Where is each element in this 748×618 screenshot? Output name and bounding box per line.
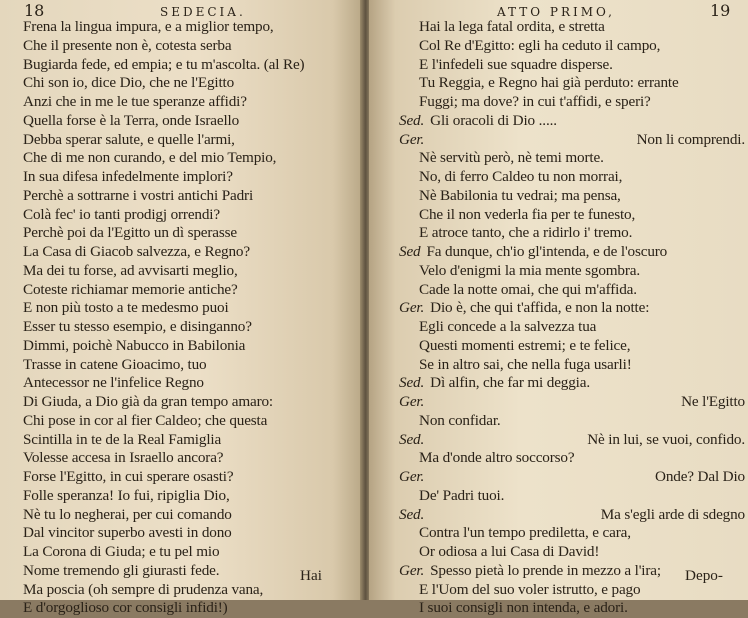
left-text-line: Scintilla in te de la Real Famiglia — [23, 430, 222, 448]
right-text-line — [399, 37, 747, 56]
left-page-number: 18 — [24, 1, 45, 20]
right-text-line — [399, 487, 747, 506]
right-text-line — [399, 318, 747, 337]
verse-text: E l'infedeli sue squadre disperse. — [419, 55, 613, 73]
left-text-block — [23, 18, 359, 618]
left-text-line: Perchè poi da l'Egitto un dì sperasse — [23, 224, 237, 242]
verse-text: Fa dunque, ch'io gl'intenda, e de l'oscuro — [426, 243, 668, 260]
verse-text-continued: Ma s'egli arde di sdegno — [600, 505, 745, 523]
right-text-line — [399, 168, 747, 187]
left-page — [0, 0, 362, 617]
left-text-line: Di Giuda, a Dio già da gran tempo amaro: — [23, 393, 274, 410]
right-catchword: Depo- — [685, 567, 723, 584]
verse-text: Dì alfin, che far mi deggia. — [430, 374, 590, 392]
left-text-line: Colà fec' io tanti prodigj orrendi? — [23, 205, 220, 223]
verse-text: Fuggi; ma dove? in cui t'affidi, e speri? — [419, 93, 651, 110]
left-text-line: La Casa di Giacob salvezza, e Regno? — [23, 243, 250, 260]
right-text-line — [399, 543, 747, 562]
speaker-label: Sed. — [399, 374, 425, 392]
verse-text: Gli oracoli di Dio ..... — [430, 111, 557, 129]
left-text-line: Frena la lingua impura, e a miglior tempo, — [23, 18, 274, 35]
right-text-line — [399, 299, 747, 318]
speaker-label: Ger. — [399, 561, 425, 579]
left-text-line: Coteste richiamar memorie antiche? — [23, 280, 238, 298]
verse-text: E atroce tanto, che a ridirlo i' tremo. — [419, 224, 633, 242]
left-text-line: Ma poscia (oh sempre di prudenza vana, — [23, 580, 264, 598]
left-text-line: Che il presente non è, cotesta serba — [23, 36, 232, 54]
right-text-line — [399, 374, 747, 393]
right-text-line — [399, 431, 747, 450]
left-text-line: Forse l'Egitto, in cui sperare osasti? — [23, 468, 234, 485]
verse-text: De' Padri tuoi. — [419, 486, 505, 504]
verse-text: Velo d'enigmi la mia mente sgombra. — [419, 261, 641, 279]
verse-text: Hai la lega fatal ordita, e stretta — [419, 18, 605, 35]
speaker-label: Ger. — [399, 393, 425, 410]
right-text-line — [399, 112, 747, 131]
left-text-line: Volesse accesa in Israello ancora? — [23, 449, 224, 467]
right-text-line — [399, 524, 747, 543]
right-text-line — [399, 149, 747, 168]
verse-text: Se in altro sai, che nella fuga usarli! — [419, 355, 632, 373]
left-text-line: Debba sperar salute, e quelle l'armi, — [23, 130, 235, 148]
right-text-line — [399, 412, 747, 431]
right-text-line — [399, 243, 747, 262]
left-text-line: Bugiarda fede, ed empia; e tu m'ascolta. (al Re) — [23, 55, 305, 73]
right-text-block — [399, 18, 747, 618]
verse-text-continued: Onde? Dal Dio — [655, 468, 745, 485]
left-text-line: Esser tu stesso esempio, e disinganno? — [23, 318, 252, 335]
right-text-line — [399, 262, 747, 281]
verse-text: Or odiosa a lui Casa di David! — [419, 543, 600, 560]
verse-text: Cade la notte omai, che qui m'affida. — [419, 280, 637, 298]
right-text-line — [399, 224, 747, 243]
verse-text-continued: Ne l'Egitto — [681, 393, 745, 410]
left-catchword: Hai — [300, 567, 322, 584]
left-text-line: Anzi che in me le tue speranze affidi? — [23, 93, 247, 110]
left-text-line: Chi pose in cor al fier Caldeo; che questa — [23, 411, 268, 429]
right-text-line — [399, 281, 747, 300]
verse-text: Egli concede a la salvezza tua — [419, 318, 597, 335]
speaker-label: Sed. — [399, 111, 425, 129]
verse-text: Ma d'onde altro soccorso? — [419, 449, 575, 467]
verse-text: Nè Babilonia tu vedrai; ma pensa, — [419, 186, 621, 204]
speaker-label: Ger. — [399, 130, 425, 148]
verse-text: No, di ferro Caldeo tu non morrai, — [419, 168, 623, 185]
right-text-line — [399, 74, 747, 93]
verse-text-continued: Non li comprendi. — [636, 130, 745, 148]
right-running-head: ATTO PRIMO, — [497, 5, 615, 19]
speaker-label: Ger. — [399, 468, 425, 485]
right-page-number: 19 — [710, 1, 731, 20]
right-text-line — [399, 506, 747, 525]
verse-text: I suoi consigli non intenda, e adori. — [419, 599, 628, 617]
right-text-line — [399, 468, 747, 487]
left-text-line: Dimmi, poichè Nabucco in Babilonia — [23, 336, 246, 354]
left-text-line: Nome tremendo gli giurasti fede. — [23, 561, 220, 579]
left-text-line: Antecessor ne l'infelice Regno — [23, 374, 204, 392]
verse-text-continued: Nè in lui, se vuoi, confido. — [587, 430, 745, 448]
right-text-line — [399, 187, 747, 206]
verse-text: Che il non vederla fia per te funesto, — [419, 205, 636, 223]
right-text-line — [399, 56, 747, 75]
speaker-label: Sed — [399, 243, 421, 260]
right-text-line — [399, 599, 747, 618]
right-text-line — [399, 393, 747, 412]
speaker-label: Sed. — [399, 430, 425, 448]
right-text-line — [399, 131, 747, 150]
right-text-line — [399, 93, 747, 112]
verse-text: Spesso pietà lo prende in mezzo a l'ira; — [430, 561, 661, 579]
speaker-label: Ger. — [399, 299, 425, 317]
right-page — [369, 0, 748, 617]
left-text-line: Trasse in catene Gioacimo, tuo — [23, 355, 207, 373]
right-text-line — [399, 18, 747, 37]
right-text-line — [399, 356, 747, 375]
left-text-line: Chi son io, dice Dio, che ne l'Egitto — [23, 74, 235, 92]
verse-text: Questi momenti estremi; e te felice, — [419, 336, 631, 354]
left-text-line: E non più tosto a te medesmo puoi — [23, 299, 229, 317]
left-text-line: Perchè a sottrarne i vostri antichi Padri — [23, 186, 254, 204]
left-text-line: Nè tu lo negherai, per cui comando — [23, 505, 232, 523]
left-text-line: E d'orgoglioso cor consigli infidi!) — [23, 599, 228, 617]
speaker-label: Sed. — [399, 505, 425, 523]
left-text-line: La Corona di Giuda; e tu pel mio — [23, 543, 220, 560]
left-text-line: Folle speranza! Io fui, ripiglia Dio, — [23, 486, 230, 504]
verse-text: Contra l'un tempo prediletta, e cara, — [419, 524, 631, 542]
left-text-line: Quella forse è la Terra, onde Israello — [23, 111, 240, 129]
right-text-line — [399, 449, 747, 468]
verse-text: Nè servitù però, nè temi morte. — [419, 149, 604, 167]
left-text-line: In sua difesa infedelmente implori? — [23, 168, 233, 185]
left-text-line: Dal vincitor superbo avesti in dono — [23, 524, 232, 542]
verse-text: Col Re d'Egitto: egli ha ceduto il campo, — [419, 36, 661, 54]
left-text-line: Che di me non curando, e del mio Tempio, — [23, 149, 277, 167]
right-text-line — [399, 206, 747, 225]
verse-text: Non confidar. — [419, 411, 501, 429]
right-text-line — [399, 337, 747, 356]
left-text-line: Ma dei tu forse, ad avvisarti meglio, — [23, 261, 238, 279]
left-running-head: SEDECIA. — [160, 5, 246, 19]
verse-text: Tu Reggia, e Regno hai già perduto: errante — [419, 74, 679, 92]
verse-text: E l'Uom del suo voler istrutto, e pago — [419, 580, 641, 598]
verse-text: Dio è, che qui t'affida, e non la notte: — [430, 299, 650, 317]
